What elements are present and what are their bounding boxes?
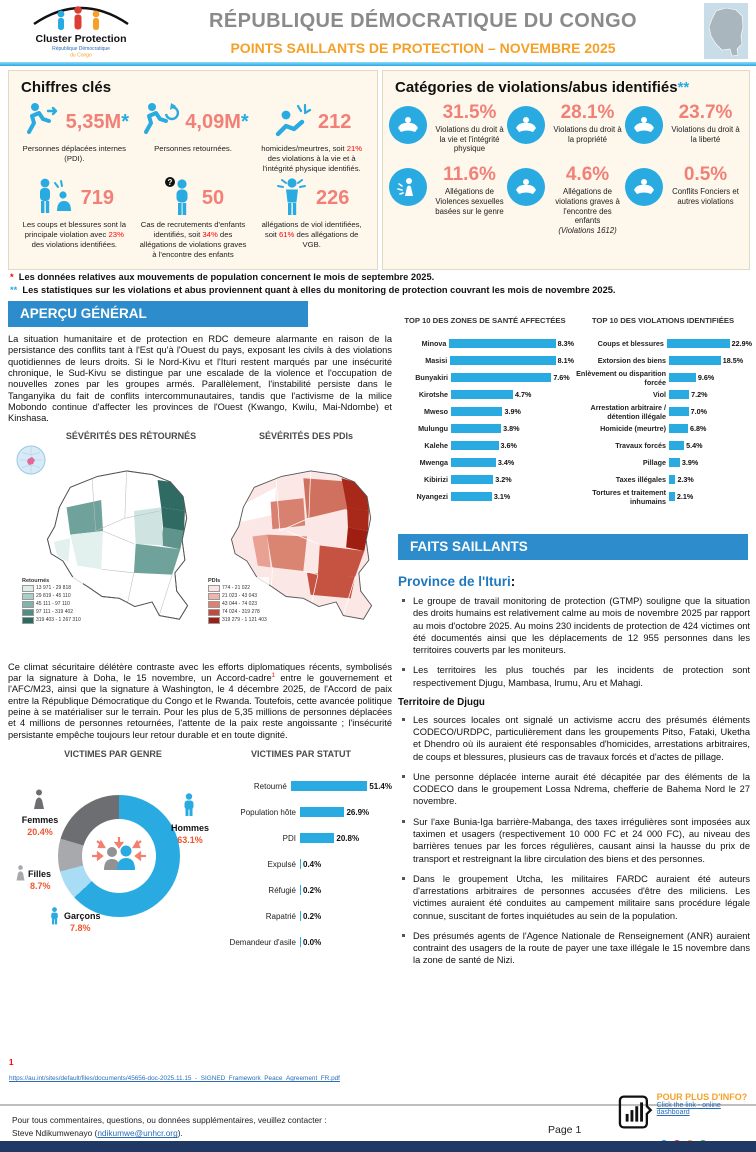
key-figure-value: 4,09M* [185, 110, 249, 133]
key-figure-item [252, 176, 371, 262]
bar-row [574, 386, 752, 403]
legend-row [208, 601, 267, 608]
legend-row [22, 609, 81, 616]
legend-row [22, 617, 81, 624]
bar-label: Bunyakiri [415, 373, 448, 382]
bar-label: Mwenga [419, 458, 448, 467]
bar-row [574, 335, 752, 352]
legend-row [22, 601, 81, 608]
violation-category-pct: 28.1% [560, 102, 615, 123]
violation-category-pct: 31.5% [442, 102, 497, 123]
bar-value: 26.9% [346, 807, 370, 817]
key-figure-value: 719 [80, 186, 115, 209]
gbv-icon [274, 176, 310, 221]
bar-label: Mweso [424, 407, 448, 416]
bar-value: 3.6% [500, 441, 517, 450]
violation-category-text [432, 102, 507, 154]
violation-category-item [625, 164, 743, 235]
legend-range: 43 044 - 74 023 [222, 601, 258, 608]
bar-value: 51.4% [369, 781, 392, 791]
key-figure-desc: Personnes déplacées internes (PDI). [22, 144, 127, 163]
bar-label: Kalehe [424, 441, 448, 450]
violation-category-text [668, 102, 743, 144]
hands-land-icon [625, 168, 663, 206]
statut-bar-chart [204, 773, 392, 955]
bar-label: Retourné [253, 781, 287, 791]
footnote-number: 1 [9, 1058, 14, 1067]
zones-chart-title: TOP 10 DES ZONES DE SANTÉ AFFECTÉES [404, 316, 566, 325]
key-figure-top [18, 178, 131, 218]
highlights-column [398, 534, 750, 975]
province-heading: Province de l'Ituri: [398, 574, 516, 589]
legend-range: 29 819 - 45 110 [36, 593, 71, 600]
statut-chart-title: VICTIMES PAR STATUT [251, 749, 351, 760]
key-figure-item [252, 100, 371, 176]
key-figure-value: 50 [201, 186, 225, 209]
highlights-banner: FAITS SAILLANTS [398, 534, 748, 560]
bar-row [204, 851, 392, 877]
legend-swatch [22, 585, 34, 592]
bar-value: 3.9% [504, 407, 521, 416]
bullet-item: Les territoires les plus touchés par les incidents de protection sont respectivement Djugu, Mambasa, Irumu, Aru et Mahagi. [400, 664, 750, 689]
violation-category-label: Violations du droit à la vie et l'intégrité physique [435, 125, 504, 154]
bottom-strip [0, 1141, 756, 1152]
violation-category-pct: 0.5% [683, 164, 728, 186]
contact-email-link[interactable]: ndikumwe@unhcr.org [97, 1128, 178, 1139]
key-figures-title: Chiffres clés [21, 79, 112, 96]
violation-category-pct: 23.7% [678, 102, 733, 123]
violation-categories-box [382, 70, 750, 270]
pdi-runner-icon [20, 102, 60, 143]
bar-value: 3.4% [497, 458, 515, 467]
sgbv-icon [389, 168, 427, 206]
hands-children-icon [507, 168, 545, 206]
bar-label: Travaux forcés [615, 441, 666, 450]
key-figure-top [18, 102, 131, 142]
bar [669, 356, 721, 365]
legend-range: 774 - 21 022 [222, 585, 251, 592]
violation-category-item [389, 102, 507, 154]
legend-swatch [208, 617, 220, 624]
contact-block [12, 1114, 327, 1141]
bar-row [396, 403, 574, 420]
bar-label: Viol [652, 390, 666, 399]
violation-category-item [389, 164, 507, 235]
legend-swatch [208, 593, 220, 600]
bar-value: 7.0% [690, 407, 707, 416]
violation-category-item [625, 102, 743, 154]
bar-value: 22.9% [731, 339, 752, 348]
bar-label: Minova [421, 339, 447, 348]
dashboard-icon [618, 1092, 653, 1132]
violations-chart [574, 316, 752, 522]
bar-label: Rapatrié [265, 911, 296, 921]
bar [669, 441, 684, 450]
bar-row [574, 488, 752, 505]
bar-label: Homicide (meurtre) [600, 424, 666, 433]
bar-label: Demandeur d'asile [229, 937, 296, 947]
bar-row [574, 352, 752, 369]
bar [451, 492, 492, 501]
bar [300, 833, 334, 843]
hands-property-icon [507, 106, 545, 144]
bar-value: 3.1% [493, 492, 511, 501]
victims-center-icon [88, 836, 150, 876]
violation-category-item [507, 102, 625, 154]
legend-row [208, 609, 267, 616]
bar-value: 0.4% [303, 859, 322, 869]
pdis-map-title: SÉVÉRITÉS DES PDIs [258, 430, 354, 441]
more-info-box [618, 1092, 752, 1148]
bullet-item: Le groupe de travail monitoring de protection (GTMP) souligne que la situation des droits humains est relativement calme au mois de novembre 2025 par rapport au mois d'octobre 2025. Au moins 230 incidents de protection de 424 victimes ont été documentés ainsi que les déplacements de 12 955 personnes dans les territoires couverts par les moniteurs. [400, 595, 750, 656]
bar-row [396, 454, 574, 471]
bar [669, 407, 689, 416]
drc-map-thumbnail-icon [704, 3, 748, 59]
bar [451, 390, 513, 399]
top10-charts [396, 316, 752, 522]
key-figure-item [15, 100, 134, 176]
bar-label: Extorsion des biens [597, 356, 666, 365]
bar-value: 0.2% [303, 911, 322, 921]
genre-chart-title: VICTIMES PAR GENRE [64, 749, 162, 760]
bar [451, 407, 502, 416]
logo-subtitle-1: République Démocratique [52, 46, 110, 52]
legend-range: 45 111 - 97 110 [36, 601, 70, 608]
bar-row [204, 903, 392, 929]
bar-row [204, 773, 392, 799]
key-figure-value: 226 [315, 186, 350, 209]
contact-line2: Steve Ndikumwenayo (ndikumwe@unhcr.org). [12, 1128, 183, 1139]
bar-row [574, 369, 752, 386]
key-figures-grid [9, 98, 377, 264]
bar-label: Expulsé [267, 859, 296, 869]
contact-line1: Pour tous commentaires, questions, ou données supplémentaires, veuillez contacter : [12, 1115, 327, 1125]
logo-subtitle-2: du Congo [70, 52, 92, 59]
bullet-item: Des présumés agents de l'Agence Nationale de Renseignement (ANR) auraient contraint des usagers de la route de payer une taxe illégale le 15 novembre dans la zone de santé de Nizi. [400, 930, 750, 967]
footnote-link[interactable]: https://au.int/sites/default/files/documents/45656-doc-2025.11.15_-_SIGNED_Framework_Peace_Agreement_FR.pdf [9, 1075, 340, 1082]
key-figure-desc: homicides/meurtres, soit 21% des violations à la vie et à l'intégrité physique identifiés. [261, 144, 363, 173]
cluster-protection-logo [6, 2, 156, 60]
violation-category-pct: 4.6% [565, 164, 610, 186]
bar-value: 3.9% [681, 458, 699, 467]
legend-swatch [22, 593, 34, 600]
bar-row [396, 420, 574, 437]
pdis-legend: PDIs 774 - 21 022 21 023 - 43 043 43 044 - 74 023 74 024 - 319 278 319 279 - 1 121 403 [208, 577, 267, 624]
footnote [9, 1058, 340, 1085]
legend-range: 21 023 - 43 043 [222, 593, 258, 600]
bar-label: Nyangezi [416, 492, 448, 501]
bar-row [396, 386, 574, 403]
key-figure-item [134, 176, 253, 262]
child-recruitment-icon [162, 176, 196, 221]
bar-row [574, 454, 752, 471]
bar-value: 3.8% [503, 424, 520, 433]
zones-chart [396, 316, 574, 522]
donut-hole [82, 819, 156, 893]
bar-row [396, 437, 574, 454]
key-figure-value: 5,35M* [65, 110, 130, 133]
legend-row [208, 593, 267, 600]
bar-label: Arrestation arbitraire / détention illégale [590, 402, 666, 421]
key-figure-top [255, 102, 368, 142]
violation-category-label: Conflits Fonciers et autres violations [672, 187, 739, 206]
legend-row [208, 585, 267, 592]
violation-category-text [432, 164, 507, 216]
homicide-icon [272, 102, 312, 143]
bar-row [574, 471, 752, 488]
bar-value: 6.8% [690, 424, 707, 433]
key-figure-top [255, 178, 368, 218]
filles-pct: 8.7% [30, 881, 51, 892]
bar-value: 4.7% [515, 390, 532, 399]
legend-row [208, 617, 267, 624]
assault-icon [35, 177, 75, 220]
bar-label: Masisi [425, 356, 448, 365]
left-column [8, 301, 392, 977]
legend-row [22, 585, 81, 592]
legend-swatch [208, 609, 220, 616]
page-title-block [160, 10, 686, 56]
bar-value: 7.2% [691, 390, 708, 399]
legend-row [22, 593, 81, 600]
bar-label: Kibirizi [424, 475, 448, 484]
key-figure-value: 212 [317, 110, 352, 133]
legend-range: 74 024 - 319 278 [222, 609, 260, 616]
violation-category-text [668, 164, 743, 206]
dashboard-link[interactable]: Click the link - online dashboard [656, 1102, 721, 1116]
bar-label: PDI [282, 833, 296, 843]
bar-row [396, 352, 574, 369]
djugu-bullets [400, 714, 750, 967]
territoire-heading: Territoire de Djugu [398, 696, 485, 708]
legend-range: 319 279 - 1 121 403 [222, 617, 267, 624]
bar-label: Taxes illégales [615, 475, 666, 484]
key-figure-top [137, 178, 250, 218]
bar-label: Kirotshe [418, 390, 448, 399]
key-figure-desc: Cas de recrutements d'enfants identifiés, soit 34% des allégations de violations graves à l'encontre des enfants [139, 220, 247, 259]
bar [451, 373, 551, 382]
violation-category-pct: 11.6% [443, 164, 496, 186]
violation-categories-grid [383, 98, 749, 239]
bar [450, 356, 555, 365]
header-divider [0, 62, 756, 66]
legend-swatch [22, 601, 34, 608]
bar-label: Coups et blessures [597, 339, 664, 348]
key-figure-top [137, 102, 250, 142]
garcons-pct: 7.8% [70, 923, 91, 934]
bar [667, 339, 730, 348]
legend-range: 319 403 - 1 267 310 [36, 617, 81, 624]
bar [669, 373, 696, 382]
bar-value: 3.2% [495, 475, 512, 484]
violations-chart-title: TOP 10 DES VIOLATIONS IDENTIFIÉES [591, 316, 735, 325]
femmes-icon [30, 789, 48, 816]
violation-category-label: Allégations de violations graves à l'encontre des enfants [555, 187, 620, 226]
bar [300, 807, 344, 817]
filles-label: Filles [28, 869, 52, 880]
key-figure-item [15, 176, 134, 262]
garcons-label: Garçons [64, 911, 101, 922]
retournes-map-title: SÉVÉRITÉS DES RÉTOURNÉS [65, 430, 197, 441]
legend-range: 97 111 - 319 402 [36, 609, 74, 616]
footnote-ref: 1 [271, 672, 275, 679]
violation-category-text [550, 164, 625, 235]
bar [451, 475, 493, 484]
bar-value: 18.5% [722, 356, 744, 365]
key-figure-item [134, 100, 253, 176]
overview-paragraph-1: La situation humanitaire et de protection en RDC demeure alarmante en raison de la persistance des conflits tant à l'Est qu'à l'Ouest du pays, exposant les civils à des violations quotidiennes de leurs droits. Si le Nord-Kivu et l'Ituri restent marqués par une insécurité chronique, le Sud-Kivu se distingue par une escalade de la violence et l'occupation de nouvelles zones par les groupes armés. Parallèlement, l'instabilité persiste dans le Tanganyika du fait de conflits intercommunautaires, tandis que l'activisme de la milice Mobondo continue d'affecter les provinces de l'Ouest (Kwango, Kwilu, Mai-Ndombe) et Kinshasa. [8, 334, 392, 424]
bar-value: 2.1% [676, 492, 694, 501]
bar-row [204, 799, 392, 825]
key-figures-box [8, 70, 378, 270]
bullet-item: Les sources locales ont signalé un activisme accru des présumés éléments CODECO/URDPC, particulièrement dans les groupements Pitso, Fataki, Uketha et Dhendro où ils auraient été responsables d'homicides, arrestations arbitraires, de coups et blessures, plusieurs cas de travaux forcés et d'actes de pillage. [400, 714, 750, 763]
bar-value: 0.2% [303, 885, 322, 895]
bar [669, 390, 689, 399]
bullet-item: Sur l'axe Bunia-Iga barrière-Mabanga, des taxes irrégulières sont imposées aux taximen et usagers (respectivement 10 000 FC et 24 000 FC), au niveau des barrières tenues par les forces régulières, causant ainsi la hausse du prix de transport et restreignant la libre circulation des biens et des personnes. [400, 816, 750, 865]
bar-value: 20.8% [336, 833, 360, 843]
bar-value: 0.0% [303, 937, 322, 947]
bar-value: 8.1% [557, 356, 574, 365]
violation-category-text [550, 102, 625, 144]
bar-row [396, 335, 574, 352]
note-line: ** Les statistiques sur les violations et abus proviennent quant à elles du monitoring de protection couvrant les mois de novembre 2025. [10, 285, 616, 295]
key-figure-desc: allégations de viol identifiées, soit 61% des allégations de VGB. [261, 220, 362, 249]
bar [669, 458, 680, 467]
bar [451, 424, 501, 433]
bar-label: Pillage [642, 458, 666, 467]
victims-charts-block [8, 749, 392, 977]
femmes-pct: 20.4% [27, 827, 53, 838]
bar-row [396, 369, 574, 386]
bar-row [574, 420, 752, 437]
bar-value: 5.4% [686, 441, 703, 450]
bar [451, 441, 499, 450]
bullet-item: Dans le groupement Utcha, les militaires FARDC auraient été auteurs d'arrestations arbitraires de personnes accusées d'être des miliciens. Les victimes auraient été conduites au campement militaire sans procédure légale connue, suscitant de fortes inquiétudes au sein de la population. [400, 873, 750, 922]
more-info-title: POUR PLUS D'INFO? [656, 1092, 748, 1102]
legend-swatch [22, 609, 34, 616]
hands-liberty-icon [625, 106, 663, 144]
bar-label: Tortures et traitement inhumains [592, 487, 666, 506]
key-figure-desc: Les coups et blessures sont la principale violation avec 23% des violations identifiées. [22, 220, 127, 249]
bar [451, 458, 496, 467]
logo-title: Cluster Protection [35, 33, 127, 45]
bar-label: Enlèvement ou disparition forcée [576, 368, 666, 387]
overview-paragraph-2: Ce climat sécuritaire délétère contraste avec les efforts diplomatiques récents, symbolisés par la signature à Doha, le 15 novembre, un Accord-cadre$^1$ entre le gouvernement et l'AFC/M23, ainsi que la signature à Washington, le 4 décembre 2025, de l'Accord de paix entre la République Démocratique du Congo et le Rwanda. Toutefois, cette avancée politique peine à se matérialiser sur le terrain. Pour les plus de 5,35 millions de personnes déplacées et 4 millions de personnes retournées, l'attente de la paix reste angoissante ; l'insécurité persistante empêche toujours leur retour durable et en toute dignité. [8, 661, 392, 740]
bar-label: Réfugié [268, 885, 296, 895]
bar-value: 7.6% [553, 373, 570, 382]
violation-category-label: Violations du droit à la propriété [553, 125, 622, 144]
bar-value: 8.3% [557, 339, 574, 348]
bar-row [204, 929, 392, 955]
violation-category-label: Allégations de Violences sexuelles basées sur le genre [435, 187, 504, 216]
bar-row [574, 403, 752, 420]
svg-text:?: ? [167, 177, 173, 187]
violation-category-label: Violations du droit à la liberté [671, 125, 740, 144]
hommes-label: Hommes [170, 823, 209, 834]
bar-row [204, 825, 392, 851]
violation-categories-title: Catégories de violations/abus identifiés** [395, 79, 690, 96]
retournes-legend: Retournés 13 971 - 29 818 29 819 - 45 110 45 111 - 97 110 97 111 - 319 402 319 403 - 1 267 310 [22, 577, 81, 624]
bar-row [204, 877, 392, 903]
note-line: * Les données relatives aux mouvements de population concernent le mois de septembre 2025. [10, 272, 435, 282]
violation-category-item [507, 164, 625, 235]
footnote-notes [10, 272, 750, 298]
bar-value: 9.6% [697, 373, 715, 382]
legend-swatch [208, 601, 220, 608]
bar [291, 781, 367, 791]
femmes-label: Femmes [21, 815, 59, 826]
bar-row [396, 488, 574, 505]
page-title: RÉPUBLIQUE DÉMOCRATIQUE DU CONGO [209, 10, 637, 32]
severity-maps-block [8, 431, 392, 655]
hands-life-icon [389, 106, 427, 144]
bar [669, 424, 688, 433]
legend-swatch [22, 617, 34, 624]
bullet-item: Une personne déplacée interne aurait été décapitée par des éléments de la CODECO dans le groupement Lossa Ndrema, chefferie de Bahema Nord le 27 novembre. [400, 771, 750, 808]
page-number: Page 1 [548, 1124, 582, 1136]
page-subtitle: POINTS SAILLANTS DE PROTECTION – NOVEMBRE 2025 [230, 40, 616, 56]
legend-swatch [208, 585, 220, 592]
hommes-pct: 63.1% [177, 835, 203, 846]
garcons-icon [48, 907, 61, 930]
legend-range: 13 971 - 29 818 [36, 585, 72, 592]
hommes-icon [180, 793, 198, 822]
province-bullets [400, 595, 750, 689]
bar-value: 2.3% [677, 475, 694, 484]
genre-donut-chart [58, 795, 180, 917]
filles-icon [14, 865, 27, 887]
bar-label: Population hôte [240, 807, 296, 817]
returnee-runner-icon [137, 102, 179, 143]
bar-label: Mulungu [418, 424, 448, 433]
key-figure-desc: Personnes retournées. [154, 144, 232, 153]
bar-row [396, 471, 574, 488]
overview-banner: APERÇU GÉNÉRAL [8, 301, 308, 327]
bar [449, 339, 555, 348]
bar-row [574, 437, 752, 454]
violation-category-sub: (Violations 1612) [558, 226, 617, 236]
